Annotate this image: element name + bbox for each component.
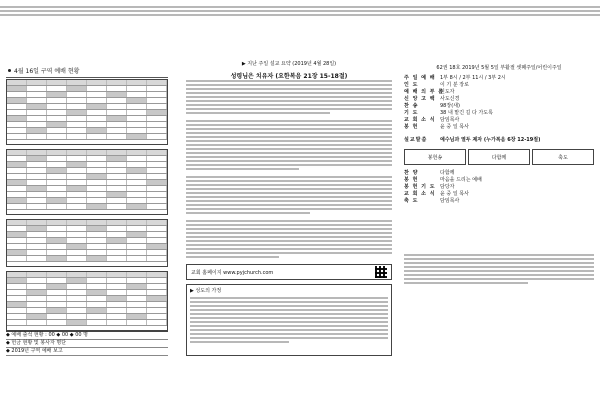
worship-row: 예 배 의 부 름 인도자: [404, 89, 455, 95]
sermon-paragraph-3: [186, 176, 392, 216]
attendance-title: 4월 16일 구역 예배 현황: [14, 68, 80, 75]
qr-code-icon: [375, 266, 387, 278]
worship-row: 찬 양 다함께: [404, 170, 455, 176]
sermon-subtitle: ▶ 지난 주일 설교 요약 (2019년 4월 28일): [241, 61, 337, 67]
footer-row: ◆ 헌금 현황 및 봉사자 명단: [6, 340, 168, 348]
announcement-lines: [404, 254, 594, 286]
attendance-footer: [6, 331, 168, 356]
notices-box: [186, 284, 392, 356]
worship-row: 주 일 예 배 1부 8시 / 2부 11시 / 3부 2시: [404, 75, 506, 81]
worship-row: 신 앙 고 백 사도신경: [404, 96, 460, 102]
sermon-paragraph-4: [186, 220, 392, 260]
attendance-table-3: [6, 219, 168, 267]
footer-row: ◆ 예배 출석 현황 : 00 ◆ 00 ◆ 00 명: [6, 332, 168, 340]
worship-row: 기 도 38 내 맡긴 길 다 가도록: [404, 110, 493, 116]
footer-row: ◆ 2019년 구역 예배 보고: [6, 348, 168, 356]
website-text: 교회 홈페이지 www.pyjchurch.com: [191, 269, 274, 276]
worship-row: 인 도 이 기 분 장로: [404, 82, 469, 88]
worship-row: 교 회 소 식 담임목사: [404, 117, 460, 123]
church-info: [186, 264, 392, 356]
attendance-table-2: [6, 149, 168, 215]
attendance-panel: [6, 64, 168, 356]
sermon-paragraph-2: [186, 120, 392, 172]
worship-boxes: [404, 149, 594, 165]
attendance-header: [6, 64, 168, 78]
worship-order-panel: [404, 64, 594, 364]
notices-label: ▶ 성도의 가정: [190, 288, 222, 294]
worship-row: 축 도 담임목사: [404, 198, 460, 204]
worship-row: 봉 헌 마음을 드리는 예배: [404, 177, 482, 183]
attendance-table-4: [6, 271, 168, 331]
box-offering-song: 봉헌송: [404, 149, 466, 165]
bulletin-header: 62권 18호 2019년 5월 5일 부활절 셋째주일/어린이주일: [436, 65, 562, 71]
top-edge-lines: [0, 6, 600, 18]
sermon-title: 성령님은 치유자 (요한복음 21장 15-18절): [230, 73, 348, 80]
worship-row: 봉 헌 윤 중 일 목사: [404, 124, 469, 130]
box-together: 다함께: [468, 149, 530, 165]
bullet-icon: [8, 69, 11, 72]
worship-row: 봉 헌 기 도 담당자: [404, 184, 455, 190]
worship-row: 교 회 소 식 윤 중 일 목사: [404, 191, 469, 197]
box-benediction: 축도: [532, 149, 594, 165]
sermon-text: 예수님과 열두 제자 (누가복음 6장 12-19절): [440, 136, 541, 143]
sermon-label: 설교말씀: [404, 136, 428, 143]
attendance-table-1: [6, 79, 168, 145]
sermon-paragraph-1: [186, 80, 392, 116]
website-box: [186, 264, 392, 280]
sermon-row: [404, 133, 594, 145]
sermon-panel: [186, 58, 392, 358]
worship-row: 찬 송 98장(새): [404, 103, 460, 109]
